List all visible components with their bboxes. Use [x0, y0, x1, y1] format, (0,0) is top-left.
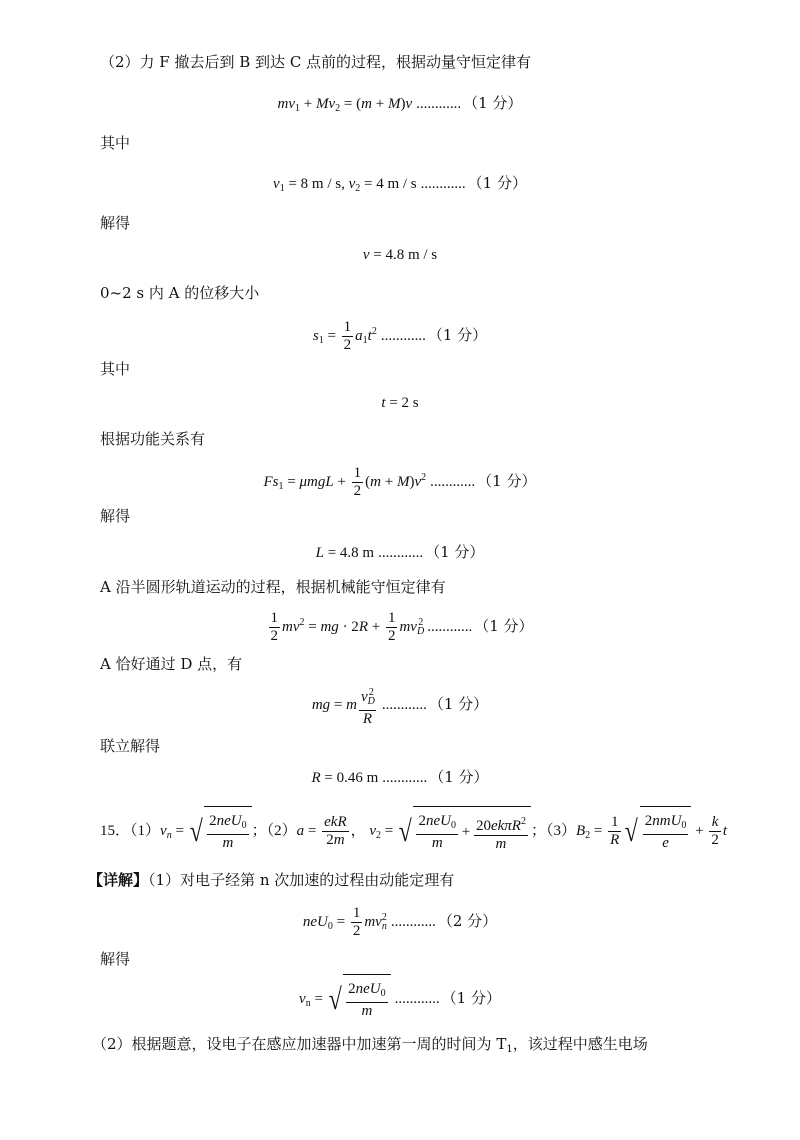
label-displacement: 0~2 s 内 A 的位移大小	[100, 284, 260, 302]
score-label: （1 分）	[429, 768, 489, 786]
equation-neu0: neU$_0$ = $\frac{1}{2}$ $mv_n^2$ ............ （2 分）	[302, 905, 498, 940]
score-label: （1 分）	[463, 94, 523, 112]
paragraph-p2-last	[92, 1033, 648, 1061]
detail-part-label: （1）	[148, 871, 181, 889]
paragraph-p2-intro: （2）力 F 撤去后到 B 到达 C 点前的过程，根据动量守恒定律有	[100, 53, 532, 71]
label-gongneng: 根据功能关系有	[100, 430, 206, 448]
equation-R: R = 0.46 m ............ （1 分）	[311, 768, 489, 786]
p2-last-subscript: 1	[506, 1044, 513, 1055]
fraction-1-over-r: $\frac{1}{R}$	[610, 814, 620, 849]
detail-text: 对电子经第 n 次加速的过程由动能定理有	[180, 871, 455, 889]
equation-v1-v2: $v_1 = 8$ m / s, $v_2 = 4$ m / s ............ （1 分）	[273, 174, 527, 194]
fraction-vd2-over-r: $\frac{v_D^2}{R}$	[359, 684, 376, 728]
label-qizhong-1: 其中	[100, 134, 131, 152]
score-dots: ............	[427, 619, 473, 635]
equation-s1: $s_1$ = $\frac{1}{2}$ $a_1t^2$ ............ （1 分）	[312, 319, 488, 354]
score-dots: ............	[382, 770, 428, 786]
label-qizhong-2: 其中	[100, 360, 131, 378]
fraction-ekr-2m: $\frac{\text{ekR}}{2m}$	[324, 814, 347, 849]
score-dots: ............	[380, 328, 426, 344]
paragraph-through-d: A 恰好通过 D 点，有	[100, 655, 243, 673]
sqrt-b2: √ $\frac{2nmU_0}{e}$	[623, 806, 691, 857]
fraction-half: $\frac{1}{2}$	[343, 319, 352, 354]
score-label: （1 分）	[441, 989, 501, 1007]
p2-last-text: （2）根据题意，设电子在感应加速器中加速第一周的时间为 T	[92, 1035, 507, 1053]
separator: ，	[350, 823, 366, 839]
fraction-k-over-2: $\frac{k}{2}$	[711, 814, 719, 849]
answer-part2-label: ；（2）	[251, 823, 297, 839]
answer-part3-label: ；（3）	[530, 823, 576, 839]
answer-part1-label: （1）	[130, 823, 161, 839]
equation-t: t = 2 s	[381, 395, 419, 411]
label-jiede-2: 解得	[100, 507, 131, 525]
score-label: （1 分）	[427, 326, 488, 344]
label-lianli: 联立解得	[100, 737, 161, 755]
paragraph-semicircle: A 沿半圆形轨道运动的过程，根据机械能守恒定律有	[100, 578, 446, 596]
detail-tag: 【详解】	[88, 871, 149, 889]
equation-vn: $v_n$ = √ $\frac{2neU_0}{m}$ ............ （1 分）	[0, 973, 800, 1023]
equation-energy: $Fs_1 = \mu mgL$ + $\frac{1}{2}$ $(m + M)v^2$ ............ （1 分）	[263, 465, 537, 500]
score-dots: ............	[430, 474, 476, 490]
equation-L: L = 4.8 m ............ （1 分）	[315, 543, 485, 561]
score-label: （1 分）	[477, 472, 537, 490]
label-jiede-1: 解得	[100, 214, 131, 232]
sqrt-vn: √ $\frac{2neU_0}{m}$	[188, 806, 252, 857]
score-label: （1 分）	[428, 695, 489, 713]
fraction-half: $\frac{1}{2}$	[270, 610, 278, 645]
question-number: 15．	[100, 823, 131, 839]
equation-v-result: v = 4.8 m / s	[362, 247, 438, 263]
score-label: （1 分）	[474, 617, 534, 635]
equation-mg: mg = m $\frac{v_D^2}{R}$ ............ （1 分）	[0, 682, 800, 726]
score-label: （1 分）	[467, 174, 527, 192]
sqrt-vn: √ $\frac{2neU_0}{m}$	[327, 974, 391, 1025]
fraction-half: $\frac{1}{2}$	[387, 610, 396, 645]
score-label: （2 分）	[437, 912, 498, 930]
sqrt-v2: √ $\frac{2neU_0}{m}$ + $\frac{20ek\pi R^2}{m}$	[397, 806, 531, 857]
score-dots: ............	[378, 545, 424, 561]
p2-last-tail: ，该过程中感生电场	[512, 1035, 648, 1053]
equation-momentum: $mv_1 + Mv_2 = (m + M)v$ ............ （1 分）	[277, 94, 523, 114]
score-dots: ............	[420, 176, 466, 192]
fraction-half: $\frac{1}{2}$	[353, 465, 362, 500]
paragraph-detail	[88, 869, 454, 891]
score-label: （1 分）	[425, 543, 485, 561]
equation-mechanical-energy: $\frac{1}{2}$ $mv^2$ = mg · 2R + $\frac{1}{2}$ $mv_D^2$ ............ （1 分）	[270, 610, 534, 645]
answer-15: 15．$(1)v_n$ = √ $\frac{2neU_0}{m}$ ；（2）a = $\frac{\text{ekR}}{2m}$ ， $v_2$ = √ $\frac{2neU_0}{m}$ + $\frac{20ek\pi R^2}{m}$ ；$(3)B_2$ = $\frac{1}{R}$ √ $\frac{2nmU_0}{e}$ + $\frac{k}{2}$ t	[100, 806, 727, 856]
score-dots: ............	[394, 991, 440, 1007]
score-dots: ............	[416, 96, 462, 112]
score-dots: ............	[390, 914, 436, 930]
label-jiede-3: 解得	[100, 950, 131, 968]
score-dots: ............	[381, 697, 427, 713]
fraction-half: $\frac{1}{2}$	[352, 905, 361, 940]
